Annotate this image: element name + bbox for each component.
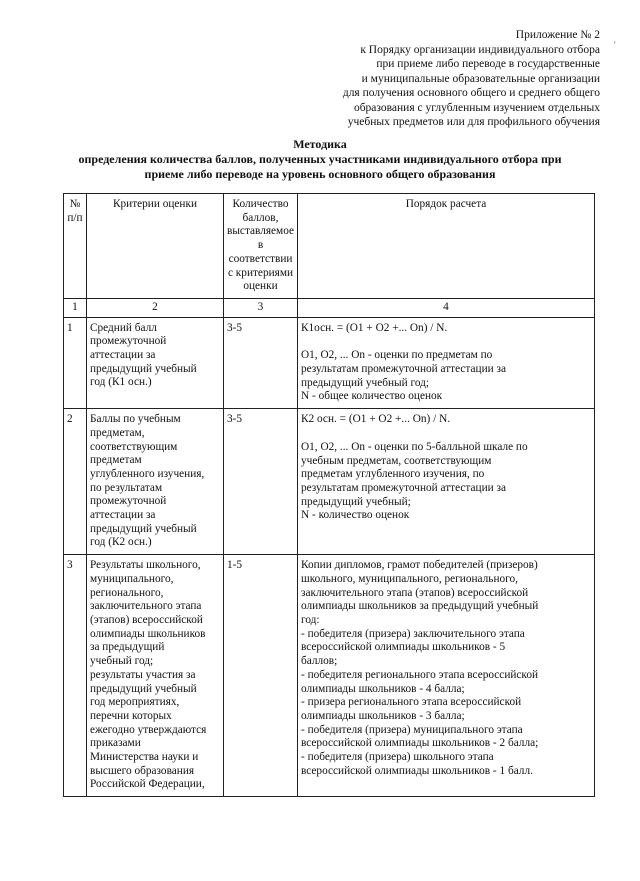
annex-line: для получения основного общего и среднего общего	[342, 87, 600, 99]
title-line-1: Методика	[293, 137, 347, 151]
annex-line: и муниципальные образовательные организации	[361, 72, 600, 85]
row-num: 2	[64, 409, 87, 555]
title-line-3: приеме либо переводе на уровень основного общего образования	[144, 167, 496, 181]
annex-line: образования с углубленным изучением отдельных	[353, 101, 600, 114]
row-num: 3	[64, 555, 87, 797]
header-order: Порядок расчета	[298, 194, 595, 299]
row-formula: К2 осн. = (О1 + О2 +... Оn) / N.	[301, 413, 451, 426]
row-points: 1-5	[224, 555, 298, 797]
annex-line: при приеме либо переводе в государственные	[376, 58, 600, 70]
table-row	[64, 555, 595, 797]
row-criteria: Баллы по учебным предметам, соответствующим предметам углубленного изучения, по результатам промежуточной аттестации за предыдущий учебный год (К2 осн.)	[87, 409, 224, 555]
table-header-row	[64, 194, 595, 299]
row-order	[298, 409, 595, 555]
col-number: 3	[224, 298, 298, 317]
header-points: Количество баллов, выставляемое в соответствии с критериями оценки	[224, 194, 298, 299]
annex-title: Приложение № 2	[515, 29, 600, 41]
row-order-details: Копии дипломов, грамот победителей (призеров) школьного, муниципального, регионального, заключительного этапа (этапов) всероссийской олимпиады школьников за предыдущий учебный год: - победителя (призера) заключительного этапа всероссийской олимпиады школьников - 5 баллов; - победителя регионального этапа всероссийской олимпиады школьников - 4 балла; - призера регионального этапа всероссийской олимпиады школьников - 3 балла; - победителя (призера) муниципального этапа всероссийской олимпиады школьников - 2 балла; - победителя (призера) школьного этапа всероссийской олимпиады школьников - 1 балл.	[298, 555, 595, 797]
scan-mark: '	[614, 40, 616, 50]
row-formula: К1осн. = (О1 + О2 +... Оn) / N.	[301, 321, 448, 334]
row-criteria: Результаты школьного, муниципального, регионального, заключительного этапа (этапов) всероссийской олимпиады школьников за предыдущий учебный год; результаты участия за предыдущий учебный год мероприятиях, перечни которых ежегодно утверждаются приказами Министерства науки и высшего образования Российской Федерации,	[87, 555, 224, 797]
row-criteria: Средний балл промежуточной аттестации за предыдущий учебный год (К1 осн.)	[87, 317, 224, 409]
criteria-table	[63, 193, 595, 797]
annex-header	[300, 28, 600, 130]
row-details: О1, О2, ... Оn - оценки по 5-балльной шкале по учебным предметам, соответствующим предметам углубленного изучения, по результатам промежуточной аттестации за предыдущий учебный; N - количество оценок	[301, 440, 528, 522]
col-number: 1	[64, 298, 87, 317]
annex-line: учебных предметов или для профильного обучения	[347, 116, 600, 128]
table-row	[64, 409, 595, 555]
table-row	[64, 317, 595, 409]
col-number: 2	[87, 298, 224, 317]
annex-line: к Порядку организации индивидуального отбора	[360, 43, 600, 56]
row-details: О1, О2, ... Оn - оценки по предметам по результатам промежуточной аттестации за предыдущий учебный год; N - общее количество оценок	[301, 349, 506, 403]
row-points: 3-5	[224, 317, 298, 409]
title-line-2: определения количества баллов, полученных участниками индивидуального отбора при	[78, 152, 562, 166]
document-title	[40, 137, 600, 182]
header-num: № п/п	[64, 194, 87, 299]
column-number-row	[64, 298, 595, 317]
row-order	[298, 317, 595, 409]
col-number: 4	[298, 298, 595, 317]
row-points: 3-5	[224, 409, 298, 555]
row-num: 1	[64, 317, 87, 409]
header-criteria: Критерии оценки	[87, 194, 224, 299]
